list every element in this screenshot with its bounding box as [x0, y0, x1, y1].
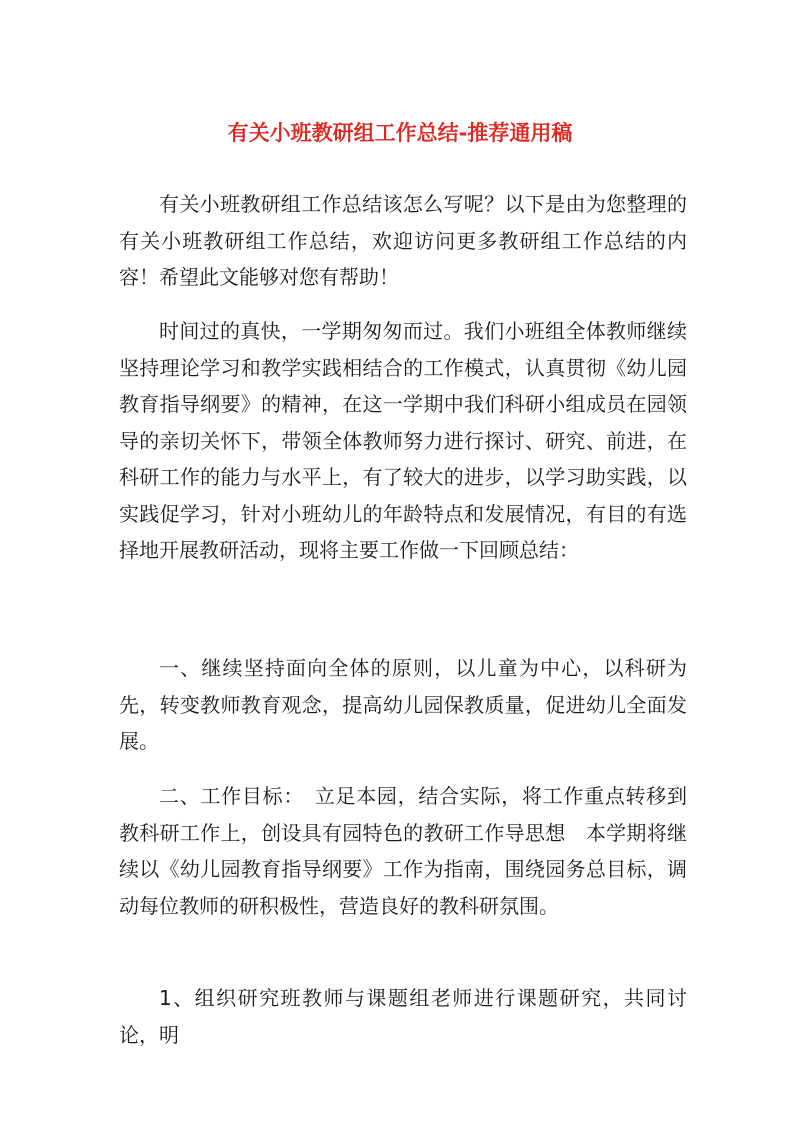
paragraph-section-two: 二、工作目标： 立足本园，结合实际，将工作重点转移到教科研工作上，创设具有园特色的教研工作导思想 本学期将继续以《幼儿园教育指导纲要》工作为指南，围绕园务总目标，调动每位教师的研积极性，营造良好的教科研氛围。: [119, 784, 687, 918]
paragraph-item-one: 1、组织研究班教师与课题组老师进行课题研究，共同讨论，明: [119, 986, 687, 1047]
paragraph-overview: 时间过的真快，一学期匆匆而过。我们小班组全体教师继续坚持理论学习和教学实践相结合的工作模式，认真贯彻《幼儿园教育指导纲要》的精神，在这一学期中我们科研小组成员在园领导的亲切关怀下，带领全体教师努力进行探讨、研究、前进，在科研工作的能力与水平上，有了较大的进步，以学习助实践，以实践促学习，针对小班幼儿的年龄特点和发展情况，有目的有选择地开展教研活动，现将主要工作做一下回顾总结：: [119, 319, 687, 562]
document-title: 有关小班教研组工作总结-推荐通用稿: [227, 121, 573, 146]
paragraph-section-one: 一、继续坚持面向全体的原则，以儿童为中心，以科研为先，转变教师教育观念，提高幼儿园保教质量，促进幼儿全面发展。: [119, 656, 687, 753]
paragraph-intro: 有关小班教研组工作总结该怎么写呢？以下是由为您整理的有关小班教研组工作总结，欢迎访问更多教研组工作总结的内容！希望此文能够对您有帮助！: [119, 192, 687, 289]
